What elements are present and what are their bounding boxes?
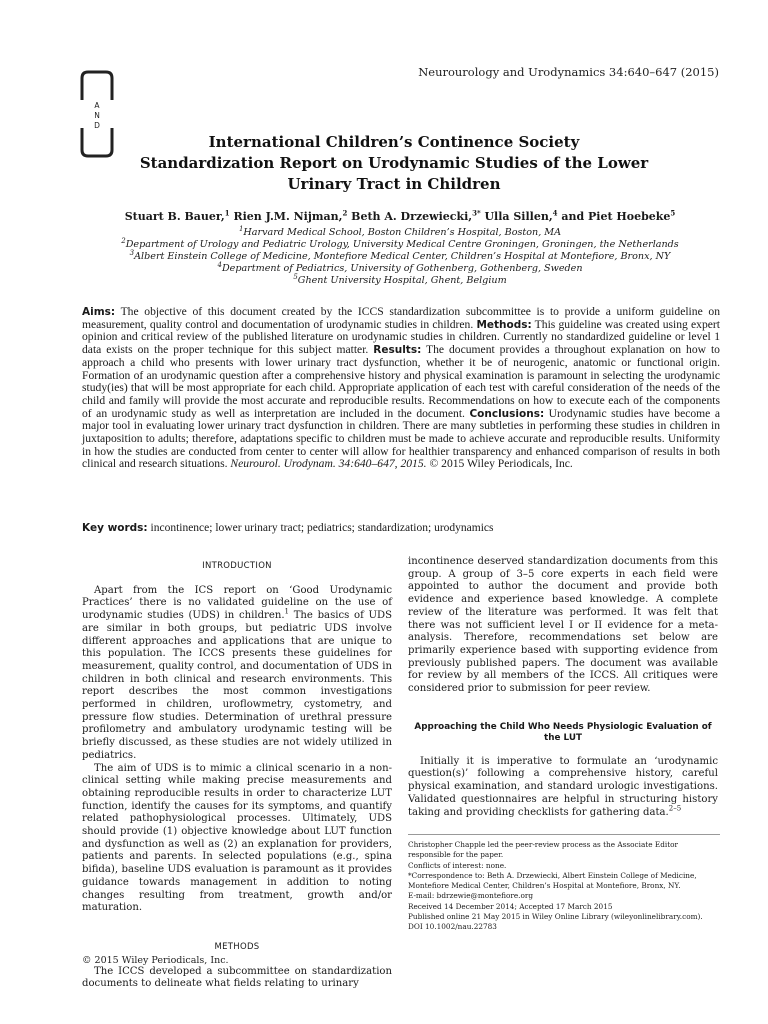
- author-affil-mark: 4: [552, 208, 558, 218]
- left-column: [82, 556, 392, 991]
- aims-text: The objective of this document created by the ICCS standardization subcommittee is to provide a uniform guideline on measurement, quality control and documentation of urodynamic studies in children.: [82, 305, 720, 331]
- affiliation: [80, 260, 720, 275]
- affiliations: [80, 224, 720, 287]
- methods-label: Methods:: [476, 318, 532, 331]
- author-name: Rien J.M. Nijman,: [229, 210, 343, 223]
- intro-text: Apart from the ICS report on ‘Good Urodynamic Practices’ there is no validated guideline on the use of urodynamic studies (UDS) in children.: [82, 584, 392, 622]
- author-affil-mark: 1: [224, 208, 230, 218]
- title-line-3: Urinary Tract in Children: [287, 175, 501, 193]
- author-affil-mark: 3*: [472, 208, 481, 218]
- article-title: [120, 132, 668, 195]
- intro-text: The basics of UDS are similar in both groups, but pediatric UDS involve different approaches and applications that are unique to this population. The ICCS presents these guidelines for measurement, quality control, and documentation of UDS in children in both clinical and research environments. This report describes the most common investigations performed in children, uroflowmetry, cystometry, and pressure flow studies. Determination of urethral pressure profilometry and ambulatory urodynamic testing will be briefly discussed, as these studies are not widely utilized in pediatrics.: [82, 610, 392, 761]
- abstract: [82, 306, 720, 471]
- logo-letter-d: D: [94, 121, 100, 130]
- affiliation-text: Department of Pediatrics, University of Gothenberg, Gothenberg, Sweden: [221, 263, 583, 274]
- affiliation-text: Ghent University Hospital, Ghent, Belgium: [297, 275, 507, 286]
- approach-paragraph: [408, 756, 718, 820]
- abstract-citation: Neurourol. Urodynam. 34:640–647, 2015.: [230, 457, 427, 471]
- affiliation-text: Albert Einstein College of Medicine, Montefiore Medical Center, Children’s Hospital at Montefiore, Bronx, NY: [134, 251, 671, 262]
- author-list: [80, 210, 720, 223]
- intro-paragraph-2: The aim of UDS is to mimic a clinical scenario in a non-clinical setting while making precise measurements and obtaining reproducible results in order to characterize LUT function, identify the causes for its symptoms, and quantify related pathophysiological processes. Ultimately, UDS should provide (1) objective knowledge about LUT function and dysfunction as well as (2) an explanation for providers, patients and parents. In selected populations (e.g., spina bifida), baseline UDS evaluation is paramount as it provides guidance towards management in addition to noting changes resulting from treatment, growth and/or maturation.: [82, 762, 392, 914]
- footnote-editor: Christopher Chapple led the peer-review process as the Associate Editor responsible for the paper.: [408, 840, 679, 860]
- footnote-doi[interactable]: DOI 10.1002/nau.22783: [408, 922, 497, 932]
- author-name: Stuart B. Bauer,: [124, 210, 225, 223]
- keywords-text: incontinence; lower urinary tract; pediatrics; standardization; urodynamics: [147, 522, 494, 534]
- footnote-correspondence: *Correspondence to: Beth A. Drzewiecki, Albert Einstein College of Medicine, Montefiore Medical Center, Children’s Hospital at Montefiore, Bronx, NY.: [408, 870, 697, 891]
- conclusions-text: Urodynamic studies have become a major tool in evaluating lower urinary tract dysfunction in children. There are many subtleties in performing these studies in children in juxtaposition to adults; therefore, adaptations specific to children must be made to achieve accurate and reproducible results. Uniformity in how the studies are conducted from center to center will allow for healthier transparency and enhanced comparison of results in both clinical and research situations.: [82, 406, 720, 471]
- keywords: [82, 522, 720, 534]
- approach-text: Initially it is imperative to formulate an ‘urodynamic question(s)’ following a comprehensive history, careful physical examination, and standard urologic investigations. Validated questionnaires are helpful in structuring history taking and providing checklists for gathering data.: [408, 755, 718, 818]
- footnote-conflicts: Conflicts of interest: none.: [408, 860, 507, 870]
- citation-mark: 2–5: [668, 804, 682, 813]
- page-copyright: © 2015 Wiley Periodicals, Inc.: [82, 955, 229, 966]
- intro-paragraph-1: [82, 585, 392, 763]
- methods-paragraph-cont: incontinence deserved standardization documents from this group. A group of 3–5 core experts in each field were appointed to author the document and provide both evidence and experience based knowledge. A complete review of the literature was performed. It was felt that there was not sufficient level I or II evidence for a meta-analysis. Therefore, recommendations set below are primarily experience based with supporting evidence from previously published papers. The document was available for review by all members of the ICCS. All critiques were considered prior to submission for peer review.: [408, 556, 718, 695]
- author-name: Ulla Sillen,: [480, 210, 553, 223]
- footnote-published: Published online 21 May 2015 in Wiley Online Library (wileyonlinelibrary.com).: [408, 912, 703, 922]
- logo-letter-a: A: [94, 101, 100, 110]
- title-line-1: International Children’s Continence Society: [208, 133, 580, 151]
- results-label: Results:: [373, 344, 422, 357]
- journal-reference: Neurourology and Urodynamics 34:640–647 (2015): [418, 65, 719, 79]
- author-name: and Piet Hoebeke: [557, 210, 671, 223]
- abstract-copyright: © 2015 Wiley Periodicals, Inc.: [426, 457, 573, 471]
- affiliation-mark: 5: [293, 272, 298, 281]
- footnote-dates: Received 14 December 2014; Accepted 17 March 2015: [408, 901, 613, 911]
- citation-mark: 1: [284, 607, 290, 616]
- affiliation: [80, 248, 720, 263]
- affiliation-mark: 3: [129, 248, 135, 257]
- results-text: The document provides a throughout explanation on how to approach a child who presents with lower urinary tract dysfunction, whether it be of neurogenic, anatomic or functional origin. Formation of an urodynamic question after a comprehensive history and physical examination is paramount in selecting the urodynamic study(ies) that will be most appropriate for each child. Appropriate application of each test with careful consideration of the needs of the child and family will provide the most accurate and reproducible results. Recommendations on how to execute each of the components of an urodynamic study as well as interpretation are included in the document.: [82, 343, 720, 420]
- author-affil-mark: 5: [670, 208, 676, 218]
- author-name: Beth A. Drzewiecki,: [347, 210, 473, 223]
- footnote-email[interactable]: E-mail: bdrzewie@montefiore.org: [408, 891, 534, 901]
- affiliation-mark: 2: [121, 236, 126, 245]
- journal-logo: [79, 70, 115, 158]
- logo-letter-n: N: [94, 111, 100, 120]
- right-column: [408, 556, 718, 819]
- keywords-label: Key words:: [82, 522, 148, 534]
- affiliation-text: Harvard Medical School, Boston Children’s Hospital, Boston, MA: [243, 227, 562, 238]
- affiliation-mark: 1: [238, 224, 244, 233]
- conclusions-label: Conclusions:: [469, 407, 545, 420]
- methods-paragraph-1: The ICCS developed a subcommittee on standardization documents to delineate what fields relating to urinary: [82, 965, 392, 990]
- affiliation: [80, 236, 720, 251]
- title-line-2: Standardization Report on Urodynamic Studies of the Lower: [139, 154, 649, 172]
- footnotes: [408, 834, 720, 933]
- aims-label: Aims:: [82, 306, 116, 318]
- author-affil-mark: 2: [342, 208, 348, 218]
- affiliation-mark: 4: [217, 260, 222, 269]
- affiliation: [80, 272, 720, 287]
- affiliation-text: Department of Urology and Pediatric Urology, University Medical Centre Groningen, Groningen, the Netherlands: [125, 239, 679, 250]
- methods-heading: METHODS: [214, 941, 260, 952]
- affiliation: [80, 224, 720, 239]
- introduction-heading: INTRODUCTION: [202, 561, 272, 571]
- approach-subheading: Approaching the Child Who Needs Physiologic Evaluation of the LUT: [414, 721, 712, 743]
- methods-text: This guideline was created using expert opinion and critical review of the published literature on urodynamic studies in children. Currently no standardized guideline or level 1 data exists on the proper technique for this subject matter.: [82, 317, 720, 357]
